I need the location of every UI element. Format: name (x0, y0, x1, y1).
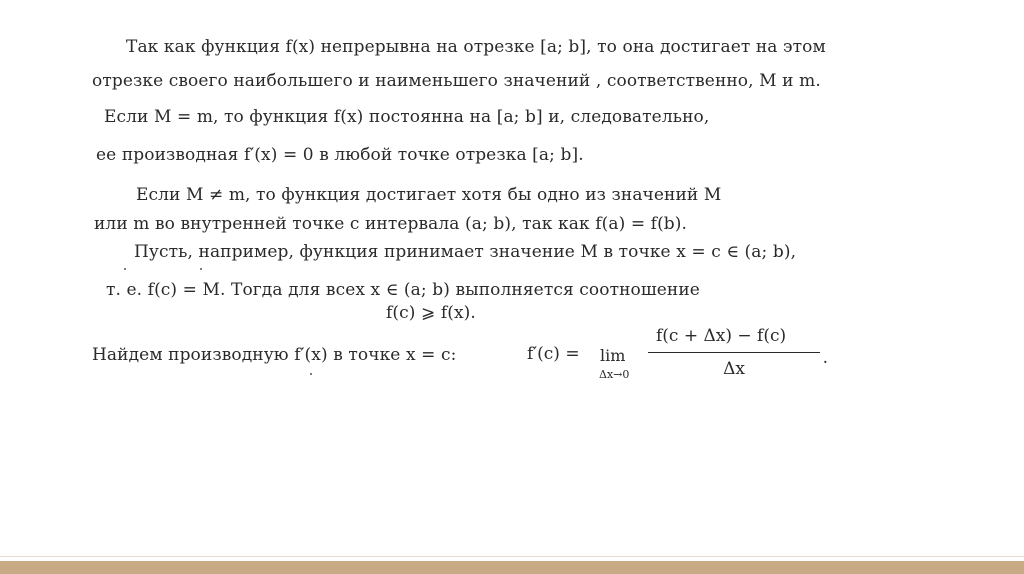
fraction-bar (648, 352, 820, 353)
formula-lim-subscript: Δx→0 (599, 368, 630, 381)
text-line-8: т. е. f(c) = M. Тогда для всех x ∈ (a; b) выполняется соотношение (106, 280, 700, 300)
scan-speck (200, 268, 202, 270)
formula-denominator: Δx (723, 359, 745, 379)
text-line-2: отрезке своего наибольшего и наименьшего значений , соответственно, M и m. (92, 71, 821, 91)
formula-lhs: f′(c) = (527, 344, 580, 364)
footer-divider (0, 556, 1024, 557)
formula-period: . (822, 348, 828, 368)
text-line-4: ее производная f′(x) = 0 в любой точке отрезка [a; b]. (96, 145, 584, 165)
footer-bar (0, 561, 1024, 574)
text-line-6: или m во внутренней точке c интервала (a; b), так как f(a) = f(b). (94, 214, 688, 234)
formula-numerator: f(c + Δx) − f(c) (656, 326, 787, 346)
text-line-7: Пусть, например, функция принимает значение M в точке x = c ∈ (a; b), (134, 242, 797, 262)
scan-speck (124, 268, 126, 270)
text-line-9: f(c) ⩾ f(x). (386, 303, 476, 323)
scan-speck (310, 373, 312, 375)
text-line-1: Так как функция f(x) непрерывна на отрезке [a; b], то она достигает на этом (126, 37, 826, 57)
text-line-5: Если M ≠ m, то функция достигает хотя бы одно из значений M (136, 185, 722, 205)
formula-fraction (648, 326, 828, 384)
text-line-10: Найдем производную f′(x) в точке x = c: (92, 345, 457, 365)
formula-lim: lim (600, 346, 626, 365)
text-line-3: Если M = m, то функция f(x) постоянна на [a; b] и, следовательно, (104, 107, 710, 127)
